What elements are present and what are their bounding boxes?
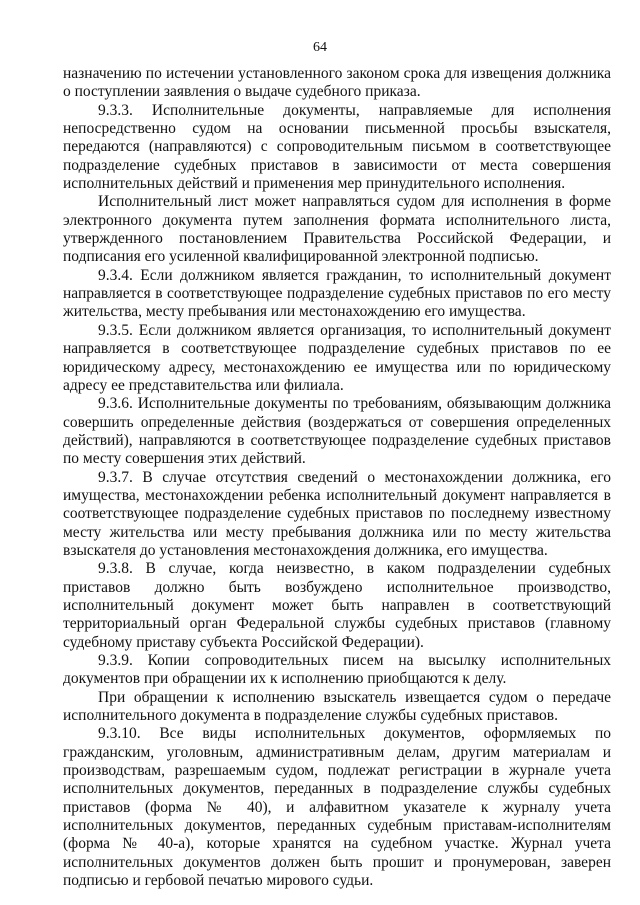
paragraph-notification: При обращении к исполнению взыскатель извещается судом о передаче исполнительного документа в подразделение службы судебных приставов. — [63, 688, 611, 725]
paragraph-9-3-8: 9.3.8. В случае, когда неизвестно, в каком подразделении судебных приставов должно быть возбуждено исполнительное производство, исполнительный документ может быть направлен в соответствующий территориальный орган Федеральной службы судебных приставов (главному судебному приставу субъекта Российской Федерации). — [63, 560, 611, 651]
paragraph-9-3-10: 9.3.10. Все виды исполнительных документов, оформляемых по гражданским, уголовным, административным делам, другим материалам и производствам, разрешаемым судом, подлежат регистрации в журнале учета исполнительных документов, переданных в подразделение службы судебных приставов (форма № 40), и алфавитном указателе к журналу учета исполнительных документов, переданных судебным приставам-исполнителям (форма № 40-а), которые хранятся на судебном участке. Журнал учета исполнительных документов должен быть прошит и пронумерован, заверен подписью и гербовой печатью мирового судьи. — [63, 725, 611, 890]
page-number: 64 — [313, 40, 327, 55]
paragraph-9-3-4: 9.3.4. Если должником является гражданин, то исполнительный документ направляется в соответствующее подразделение судебных приставов по его месту жительства, месту пребывания или местонахождению его имущества. — [63, 266, 611, 321]
paragraph-9-3-9: 9.3.9. Копии сопроводительных писем на высылку исполнительных документов при обращении их к исполнению приобщаются к делу. — [63, 652, 611, 688]
paragraph-continuation: назначению по истечении установленного законом срока для извещения должника о поступлении заявления о выдаче судебного приказа. — [63, 65, 611, 101]
document-body — [63, 65, 611, 890]
paragraph-electronic-writ: Исполнительный лист может направляться судом для исполнения в форме электронного документа путем заполнения формата исполнительного листа, утвержденного постановлением Правительства Российской Федерации, и подписания его усиленной квалифицированной электронной подписью. — [63, 193, 611, 266]
paragraph-9-3-5: 9.3.5. Если должником является организация, то исполнительный документ направляется в соответствующее подразделение судебных приставов по ее юридическому адресу, местонахождению ее имущества или по юридическому адресу ее представительства или филиала. — [63, 321, 611, 394]
paragraph-9-3-6: 9.3.6. Исполнительные документы по требованиям, обязывающим должника совершить определенные действия (воздержаться от совершения определенных действий), направляются в соответствующее подразделение судебных приставов по месту совершения этих действий. — [63, 395, 611, 468]
paragraph-9-3-7: 9.3.7. В случае отсутствия сведений о местонахождении должника, его имущества, местонахождении ребенка исполнительный документ направляется в соответствующее подразделение судебных приставов по последнему известному месту жительства или месту пребывания должника или по месту жительства взыскателя до установления местонахождения должника, его имущества. — [63, 468, 611, 559]
paragraph-9-3-3: 9.3.3. Исполнительные документы, направляемые для исполнения непосредственно судом на основании письменной просьбы взыскателя, передаются (направляются) с сопроводительным письмом в соответствующее подразделение судебных приставов в зависимости от места совершения исполнительных действий и применения мер принудительного исполнения. — [63, 101, 611, 193]
